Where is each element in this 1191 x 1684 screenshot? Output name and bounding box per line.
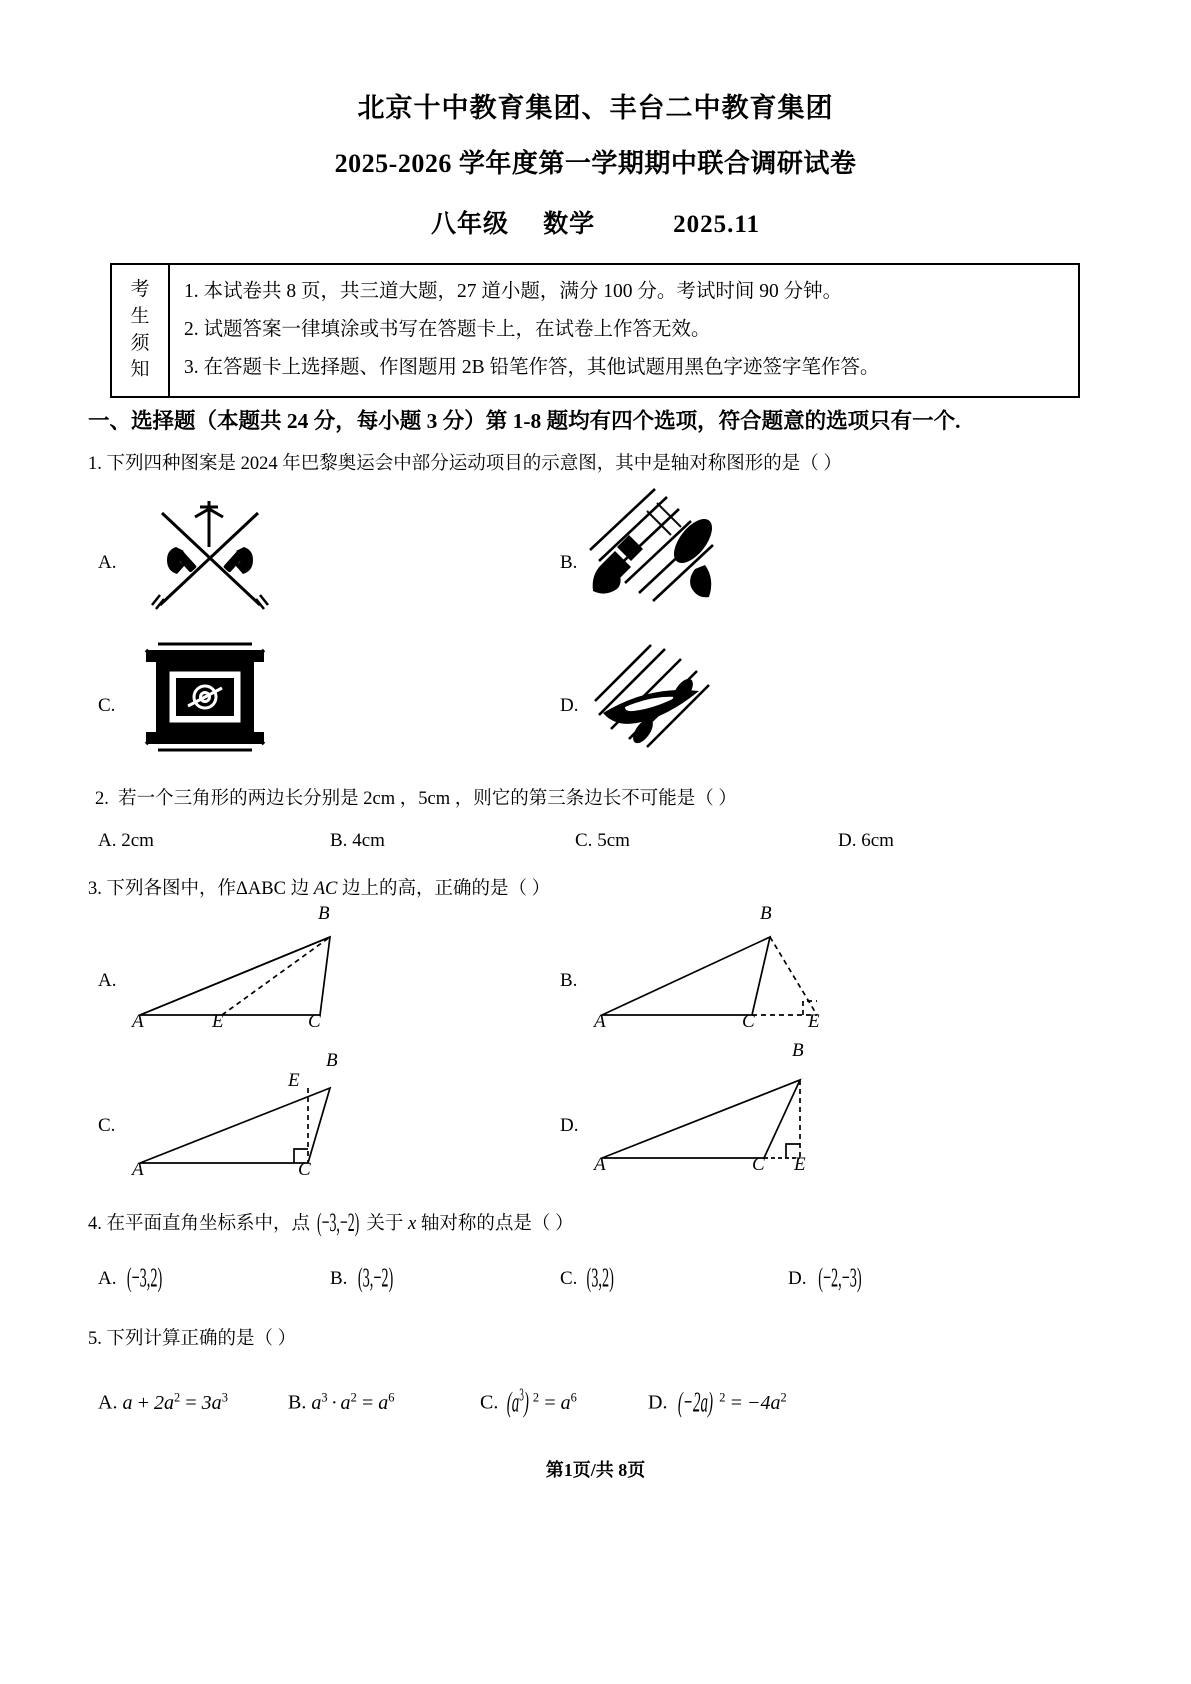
question-4-text xyxy=(88,1209,574,1239)
q4-option-c-label: (3,2) xyxy=(586,1263,615,1294)
q4-option-a[interactable] xyxy=(98,1263,168,1294)
triangle-foot-outside-right xyxy=(592,903,832,1032)
notice-item-2: 2. 试题答案一律填涂或书写在答题卡上，在试卷上作答无效。 xyxy=(184,319,711,341)
term-title: 2025-2026 学年度第一学期期中联合调研试卷 xyxy=(334,149,857,179)
q2-option-d-letter: D. xyxy=(838,830,857,851)
section-1-heading: 一、选择题（本题共 24 分，每小题 3 分）第 1-8 题均有四个选项，符合题意的选项只有一个. xyxy=(88,409,961,433)
q1-option-a-letter[interactable]: A. xyxy=(98,552,117,573)
question-3-text xyxy=(88,877,550,903)
triangle-vertical-from-b xyxy=(130,1050,350,1180)
q3-a-label-B: B xyxy=(318,903,330,924)
q4-option-d-label: (−2,−3) xyxy=(818,1263,862,1294)
q4-option-a-label: (−3,2) xyxy=(127,1263,163,1294)
q5-option-d-expr: (−2a) $^2 = -4a^2$ xyxy=(678,1386,787,1419)
q1-option-b-letter[interactable]: B. xyxy=(560,552,578,573)
candidate-notice-box xyxy=(110,263,1080,398)
q3-d-label-E: E xyxy=(794,1154,806,1175)
q5-option-b-letter: B. xyxy=(288,1391,307,1414)
question-2-number: 2. xyxy=(95,789,109,809)
grade-subject-date xyxy=(0,204,1191,240)
q5-option-d-letter: D. xyxy=(648,1391,668,1414)
q3-a-label-E: E xyxy=(212,1011,224,1032)
notice-items xyxy=(170,265,1078,396)
q3-option-d-letter[interactable]: D. xyxy=(560,1115,579,1136)
question-3-pre: 下列各图中，作 xyxy=(106,879,237,899)
question-3-triangle: ΔABC xyxy=(236,879,286,899)
school-title: 北京十中教育集团、丰台二中教育集团 xyxy=(357,93,834,123)
q5-option-a-letter: A. xyxy=(98,1391,118,1414)
q3-d-label-B: B xyxy=(792,1040,804,1061)
question-3-segment: AC xyxy=(313,879,338,899)
triangle-foot-inside-left xyxy=(130,903,350,1032)
q3-a-label-A: A xyxy=(132,1011,144,1032)
fencing-icon xyxy=(140,495,280,620)
q2-option-d[interactable] xyxy=(838,830,894,852)
trampoline-icon xyxy=(140,640,270,765)
q5-option-c[interactable] xyxy=(480,1384,577,1420)
question-2-text xyxy=(95,787,737,813)
question-2-body: 若一个三角形的两边长分别是 2cm ，5cm ，则它的第三条边长不可能是（ ） xyxy=(118,789,737,809)
question-4-pre: 在平面直角坐标系中，点 xyxy=(106,1214,311,1234)
q3-option-b-letter[interactable]: B. xyxy=(560,970,578,991)
q5-option-c-letter: C. xyxy=(480,1391,499,1414)
notice-item-3: 3. 在答题卡上选择题、作图题用 2B 铅笔作答，其他试题用黑色字迹签字笔作答。 xyxy=(184,357,880,379)
q3-option-a-letter[interactable]: A. xyxy=(98,970,117,991)
q4-option-b-label: (3,−2) xyxy=(358,1263,394,1294)
q2-option-b-letter: B. xyxy=(330,830,348,851)
q4-option-b[interactable] xyxy=(330,1263,399,1294)
q3-c-label-B: B xyxy=(326,1050,338,1071)
badminton-icon xyxy=(585,495,735,620)
q3-option-c-letter[interactable]: C. xyxy=(98,1115,116,1136)
q5-option-a[interactable] xyxy=(98,1390,228,1415)
question-4-mid: 关于 xyxy=(366,1214,408,1234)
q5-option-a-expr: $a + 2a^2 = 3a^3$ xyxy=(122,1390,228,1414)
q2-option-d-label: 6cm xyxy=(861,830,894,851)
question-4-axis: x xyxy=(407,1214,417,1234)
subject-label: 数学 xyxy=(543,210,596,238)
q3-b-label-B: B xyxy=(760,903,772,924)
notice-label xyxy=(112,265,170,396)
question-4-number: 4. xyxy=(88,1214,102,1234)
question-5-text xyxy=(88,1327,296,1353)
notice-label-char-1: 考 xyxy=(130,278,150,300)
question-5-number: 5. xyxy=(88,1329,102,1349)
q2-option-a[interactable] xyxy=(98,830,154,852)
q5-option-b-expr: $a^3 \cdot a^2 = a^6$ xyxy=(311,1390,395,1414)
question-3-post: 边上的高，正确的是（ ） xyxy=(337,879,551,899)
grade-label: 八年级 xyxy=(431,210,510,238)
q3-d-label-C: C xyxy=(752,1154,765,1175)
q3-c-label-E: E xyxy=(288,1070,300,1091)
q2-option-a-letter: A. xyxy=(98,830,117,851)
q3-c-label-A: A xyxy=(132,1159,144,1180)
q1-option-d-letter[interactable]: D. xyxy=(560,695,579,716)
q3-d-label-A: A xyxy=(594,1154,606,1175)
q2-option-a-label: 2cm xyxy=(121,830,154,851)
notice-label-char-3: 须 xyxy=(130,332,150,354)
question-3-mid: 边 xyxy=(285,879,314,899)
q2-option-c-letter: C. xyxy=(575,830,593,851)
page-footer: 第1页/共 8页 xyxy=(545,1460,646,1480)
question-4-post: 轴对称的点是（ ） xyxy=(416,1214,574,1234)
q3-b-label-E: E xyxy=(808,1011,820,1032)
q5-option-c-expr: $(a^3) ^2 = a^6$ xyxy=(507,1384,577,1420)
q2-option-b[interactable] xyxy=(330,830,385,852)
q3-b-label-C: C xyxy=(742,1011,755,1032)
q4-option-c[interactable] xyxy=(560,1263,619,1294)
question-1-text xyxy=(88,452,842,478)
question-1-body: 下列四种图案是 2024 年巴黎奥运会中部分运动项目的示意图，其中是轴对称图形的是（ ） xyxy=(106,454,842,474)
q3-a-label-C: C xyxy=(308,1011,321,1032)
q4-option-a-letter: A. xyxy=(98,1268,117,1289)
notice-label-char-4: 知 xyxy=(130,359,150,381)
question-1-number: 1. xyxy=(88,454,102,474)
exam-date: 2025.11 xyxy=(673,210,760,238)
q4-option-d-letter: D. xyxy=(788,1268,807,1289)
q4-option-b-letter: B. xyxy=(330,1268,348,1289)
q2-option-b-label: 4cm xyxy=(352,830,385,851)
q5-option-d[interactable] xyxy=(648,1386,787,1419)
q4-option-d[interactable] xyxy=(788,1263,869,1294)
q4-option-c-letter: C. xyxy=(560,1268,578,1289)
q5-option-b[interactable] xyxy=(288,1390,394,1415)
q1-option-c-letter[interactable]: C. xyxy=(98,695,116,716)
notice-item-1: 1. 本试卷共 8 页，共三道大题，27 道小题，满分 100 分。考试时间 90 分钟。 xyxy=(184,281,843,302)
triangle-foot-outside-e xyxy=(592,1040,832,1175)
question-3-number: 3. xyxy=(88,879,102,899)
question-5-body: 下列计算正确的是（ ） xyxy=(106,1329,297,1349)
q3-b-label-A: A xyxy=(594,1011,606,1032)
q2-option-c-label: 5cm xyxy=(597,830,630,851)
notice-label-char-2: 生 xyxy=(130,305,150,327)
kayak-icon xyxy=(585,635,735,765)
question-4-point: (−3,−2) xyxy=(317,1209,360,1239)
q2-option-c[interactable] xyxy=(575,830,630,852)
q3-c-label-C: C xyxy=(298,1159,311,1180)
page-title xyxy=(0,90,1191,240)
